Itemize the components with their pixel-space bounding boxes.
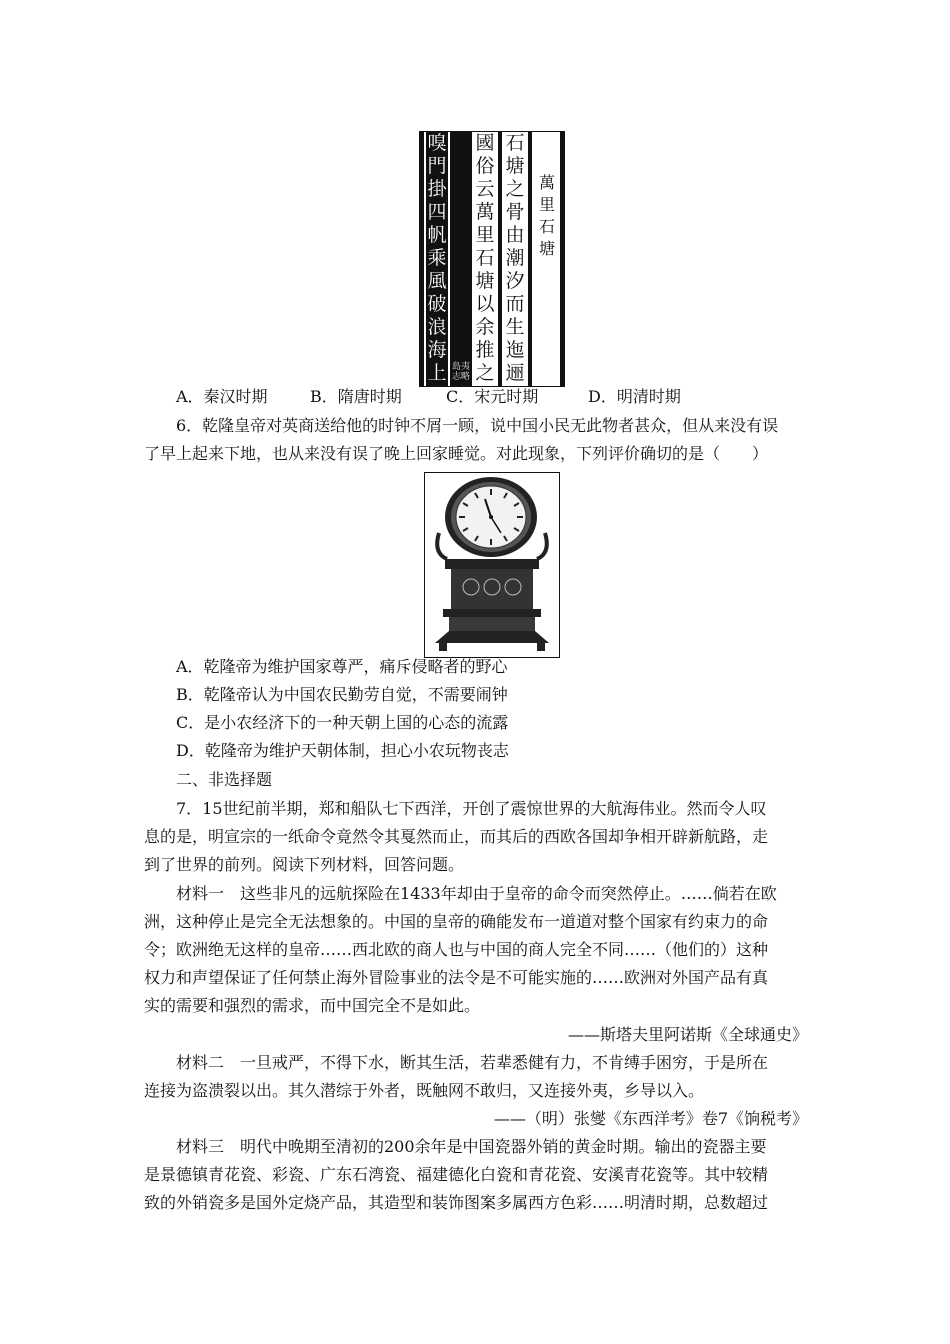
q7-line-3: 到了世界的前列。阅读下列材料，回答问题。 — [144, 855, 465, 874]
q6-option-d: D．乾隆帝为维护天朝体制，担心小农玩物丧志 — [176, 741, 509, 760]
q5-option-b: B．隋唐时期 — [310, 387, 402, 406]
q7-line-2: 息的是，明宣宗的一纸命令竟然令其戛然而止，而其后的西欧各国却争相开辟新航路，走 — [144, 827, 769, 846]
section-heading: 二、非选择题 — [176, 770, 273, 789]
stele-title-column: 萬里石塘 — [536, 172, 558, 260]
stele-seal: 島夷志略 — [452, 362, 471, 382]
material-1-source: ——斯塔夫里阿诺斯《全球通史》 — [567, 1025, 808, 1044]
material-3-line-2: 是景德镇青花瓷、彩瓷、广东石湾瓷、福建德化白瓷和青花瓷、安溪青花瓷等。其中较精 — [144, 1165, 769, 1184]
q7-line-1: 7．15世纪前半期，郑和船队七下西洋，开创了震惊世界的大航海伟业。然而令人叹 — [176, 799, 767, 818]
material-1-line-1: 材料一 这些非凡的远航探险在1433年却由于皇帝的命令而突然停止。……倘若在欧 — [176, 884, 777, 903]
q6-stem-line-1: 6．乾隆皇帝对英商送给他的时钟不屑一顾，说中国小民无此物者甚众，但从来没有误 — [176, 416, 779, 435]
material-2-source: ——（明）张燮《东西洋考》卷7《饷税考》 — [493, 1109, 808, 1128]
material-2-line-2: 连接为盗溃裂以出。其久潜综于外者，既触网不敢归，又连接外夷，乡导以入。 — [144, 1081, 705, 1100]
stele-seal-column — [450, 132, 472, 386]
material-1-line-2: 洲，这种停止是完全无法想象的。中国的皇帝的确能发布一道道对整个国家有约束力的命 — [144, 912, 769, 931]
stele-rubbing-image — [419, 131, 565, 387]
material-3-line-3: 致的外销瓷多是国外定烧产品，其造型和装饰图案多属西方色彩……明清时期，总数超过 — [144, 1193, 769, 1212]
q5-option-c: C．宋元时期 — [446, 387, 539, 406]
clock-image — [424, 472, 560, 658]
q6-option-b: B．乾隆帝认为中国农民勤劳自觉，不需要闹钟 — [176, 685, 508, 704]
table-clock-illustration — [425, 473, 559, 657]
stele-column-2: 國俗云萬里石塘以余推之 — [474, 132, 496, 387]
material-2-line-1: 材料二 一旦戒严，不得下水，断其生活，若辈悉健有力，不肯缚手困穷，于是所在 — [176, 1053, 769, 1072]
material-1-line-5: 实的需要和强烈的需求，而中国完全不是如此。 — [144, 996, 481, 1015]
material-1-line-3: 令；欧洲绝无这样的皇帝……西北欧的商人也与中国的商人完全不同……（他们的）这种 — [144, 940, 769, 959]
q6-option-a: A．乾隆帝为维护国家尊严，痛斥侵略者的野心 — [176, 657, 508, 676]
q6-stem-line-2: 了早上起来下地，也从来没有误了晚上回家睡觉。对此现象，下列评价确切的是（ ） — [144, 444, 769, 463]
material-3-line-1: 材料三 明代中晚期至清初的200余年是中国瓷器外销的黄金时期。输出的瓷器主要 — [176, 1137, 767, 1156]
material-1-line-4: 权力和声望保证了任何禁止海外冒险事业的法令是不可能实施的……欧洲对外国产品有真 — [144, 968, 769, 987]
q5-option-d: D．明清时期 — [588, 387, 681, 406]
q6-option-c: C．是小农经济下的一种天朝上国的心态的流露 — [176, 713, 509, 732]
stele-column-1: 石塘之骨由潮汐而生迤逦 — [504, 132, 526, 387]
stele-column-3: 嗅門掛四帆乘風破浪海上 — [426, 132, 448, 387]
q5-option-a: A．秦汉时期 — [176, 387, 268, 406]
